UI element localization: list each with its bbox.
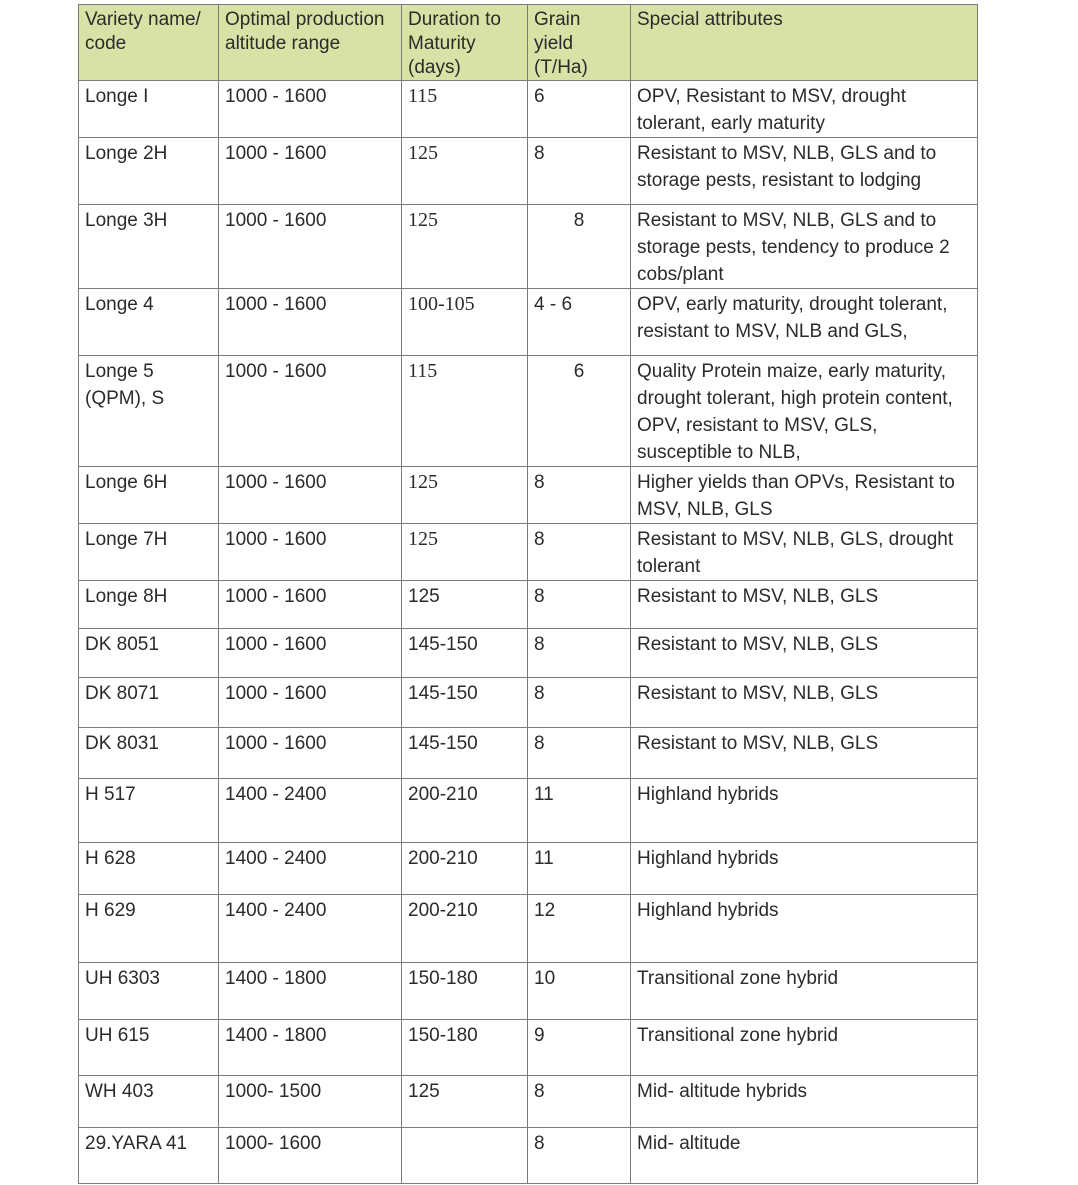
table-row	[79, 843, 978, 895]
cell-duration: 125	[402, 138, 528, 205]
cell-yield: 8	[528, 467, 631, 524]
cell-attributes: Transitional zone hybrid	[631, 1020, 978, 1076]
cell-duration: 200-210	[402, 779, 528, 843]
cell-attributes: Mid- altitude hybrids	[631, 1076, 978, 1128]
cell-variety: H 629	[79, 895, 219, 963]
cell-attributes: Resistant to MSV, NLB, GLS and to storage pests, tendency to produce 2 cobs/plant	[631, 205, 978, 289]
cell-attributes: Resistant to MSV, NLB, GLS and to storage pests, resistant to lodging	[631, 138, 978, 205]
cell-yield: 11	[528, 843, 631, 895]
table-row	[79, 581, 978, 629]
cell-yield: 8	[528, 1076, 631, 1128]
cell-yield: 8	[528, 205, 631, 289]
header-variety: Variety name/ code	[79, 5, 219, 81]
cell-attributes: Resistant to MSV, NLB, GLS	[631, 678, 978, 728]
cell-variety: H 517	[79, 779, 219, 843]
cell-yield: 6	[528, 81, 631, 138]
cell-attributes: Highland hybrids	[631, 895, 978, 963]
cell-duration: 145-150	[402, 629, 528, 678]
header-yield: Grain yield (T/Ha)	[528, 5, 631, 81]
table-row	[79, 205, 978, 289]
cell-altitude: 1000 - 1600	[219, 524, 402, 581]
cell-altitude: 1000 - 1600	[219, 205, 402, 289]
table-row	[79, 678, 978, 728]
cell-yield: 4 - 6	[528, 289, 631, 356]
cell-altitude: 1000 - 1600	[219, 356, 402, 467]
cell-variety: Longe I	[79, 81, 219, 138]
cell-attributes: Resistant to MSV, NLB, GLS	[631, 728, 978, 779]
cell-variety: UH 615	[79, 1020, 219, 1076]
cell-altitude: 1000- 1600	[219, 1128, 402, 1184]
cell-attributes: Quality Protein maize, early maturity, drought tolerant, high protein content, OPV, resistant to MSV, GLS, susceptible to NLB,	[631, 356, 978, 467]
header-altitude: Optimal production altitude range	[219, 5, 402, 81]
table-row	[79, 138, 978, 205]
cell-duration: 125	[402, 581, 528, 629]
cell-duration: 115	[402, 81, 528, 138]
cell-variety: 29.YARA 41	[79, 1128, 219, 1184]
cell-yield: 8	[528, 581, 631, 629]
maize-varieties-table	[78, 4, 978, 1184]
table-row	[79, 81, 978, 138]
table-row	[79, 467, 978, 524]
cell-variety: H 628	[79, 843, 219, 895]
cell-attributes: Mid- altitude	[631, 1128, 978, 1184]
table-row	[79, 895, 978, 963]
cell-duration: 125	[402, 205, 528, 289]
cell-altitude: 1000 - 1600	[219, 581, 402, 629]
cell-variety: Longe 8H	[79, 581, 219, 629]
cell-attributes: Highland hybrids	[631, 779, 978, 843]
cell-attributes: Transitional zone hybrid	[631, 963, 978, 1020]
cell-duration: 115	[402, 356, 528, 467]
cell-attributes: Resistant to MSV, NLB, GLS	[631, 581, 978, 629]
cell-attributes: OPV, Resistant to MSV, drought tolerant, early maturity	[631, 81, 978, 138]
table-row	[79, 779, 978, 843]
cell-yield: 8	[528, 629, 631, 678]
cell-variety: Longe 6H	[79, 467, 219, 524]
cell-attributes: Higher yields than OPVs, Resistant to MSV, NLB, GLS	[631, 467, 978, 524]
cell-altitude: 1000 - 1600	[219, 81, 402, 138]
cell-altitude: 1000 - 1600	[219, 728, 402, 779]
header-attributes: Special attributes	[631, 5, 978, 81]
cell-variety: DK 8031	[79, 728, 219, 779]
cell-variety: Longe 7H	[79, 524, 219, 581]
cell-duration: 200-210	[402, 843, 528, 895]
cell-attributes: Resistant to MSV, NLB, GLS	[631, 629, 978, 678]
cell-duration: 145-150	[402, 678, 528, 728]
cell-attributes: OPV, early maturity, drought tolerant, resistant to MSV, NLB and GLS,	[631, 289, 978, 356]
cell-altitude: 1000 - 1600	[219, 289, 402, 356]
table-row	[79, 1020, 978, 1076]
cell-duration	[402, 1128, 528, 1184]
header-duration: Duration to Maturity (days)	[402, 5, 528, 81]
cell-variety: Longe 4	[79, 289, 219, 356]
cell-variety: Longe 3H	[79, 205, 219, 289]
cell-variety: UH 6303	[79, 963, 219, 1020]
cell-duration: 125	[402, 1076, 528, 1128]
cell-duration: 125	[402, 524, 528, 581]
table-row	[79, 963, 978, 1020]
cell-altitude: 1400 - 2400	[219, 843, 402, 895]
cell-duration: 125	[402, 467, 528, 524]
header-row	[79, 5, 978, 81]
cell-altitude: 1000 - 1600	[219, 138, 402, 205]
cell-yield: 6	[528, 356, 631, 467]
cell-yield: 8	[528, 728, 631, 779]
cell-yield: 8	[528, 138, 631, 205]
cell-attributes: Highland hybrids	[631, 843, 978, 895]
table-row	[79, 1128, 978, 1184]
cell-yield: 8	[528, 524, 631, 581]
cell-altitude: 1400 - 1800	[219, 963, 402, 1020]
cell-attributes: Resistant to MSV, NLB, GLS, drought tolerant	[631, 524, 978, 581]
cell-variety: Longe 2H	[79, 138, 219, 205]
cell-duration: 100-105	[402, 289, 528, 356]
table-row	[79, 1076, 978, 1128]
cell-yield: 10	[528, 963, 631, 1020]
table-row	[79, 629, 978, 678]
cell-altitude: 1000 - 1600	[219, 629, 402, 678]
cell-duration: 150-180	[402, 963, 528, 1020]
table-row	[79, 289, 978, 356]
table-row	[79, 524, 978, 581]
cell-variety: DK 8071	[79, 678, 219, 728]
cell-altitude: 1000 - 1600	[219, 467, 402, 524]
cell-variety: DK 8051	[79, 629, 219, 678]
cell-altitude: 1400 - 1800	[219, 1020, 402, 1076]
table-row	[79, 356, 978, 467]
cell-yield: 8	[528, 678, 631, 728]
cell-altitude: 1000- 1500	[219, 1076, 402, 1128]
cell-yield: 9	[528, 1020, 631, 1076]
cell-variety: Longe 5 (QPM), S	[79, 356, 219, 467]
cell-duration: 200-210	[402, 895, 528, 963]
table-row	[79, 728, 978, 779]
cell-yield: 8	[528, 1128, 631, 1184]
cell-duration: 145-150	[402, 728, 528, 779]
cell-yield: 11	[528, 779, 631, 843]
cell-duration: 150-180	[402, 1020, 528, 1076]
cell-yield: 12	[528, 895, 631, 963]
cell-variety: WH 403	[79, 1076, 219, 1128]
cell-altitude: 1400 - 2400	[219, 779, 402, 843]
cell-altitude: 1400 - 2400	[219, 895, 402, 963]
cell-altitude: 1000 - 1600	[219, 678, 402, 728]
